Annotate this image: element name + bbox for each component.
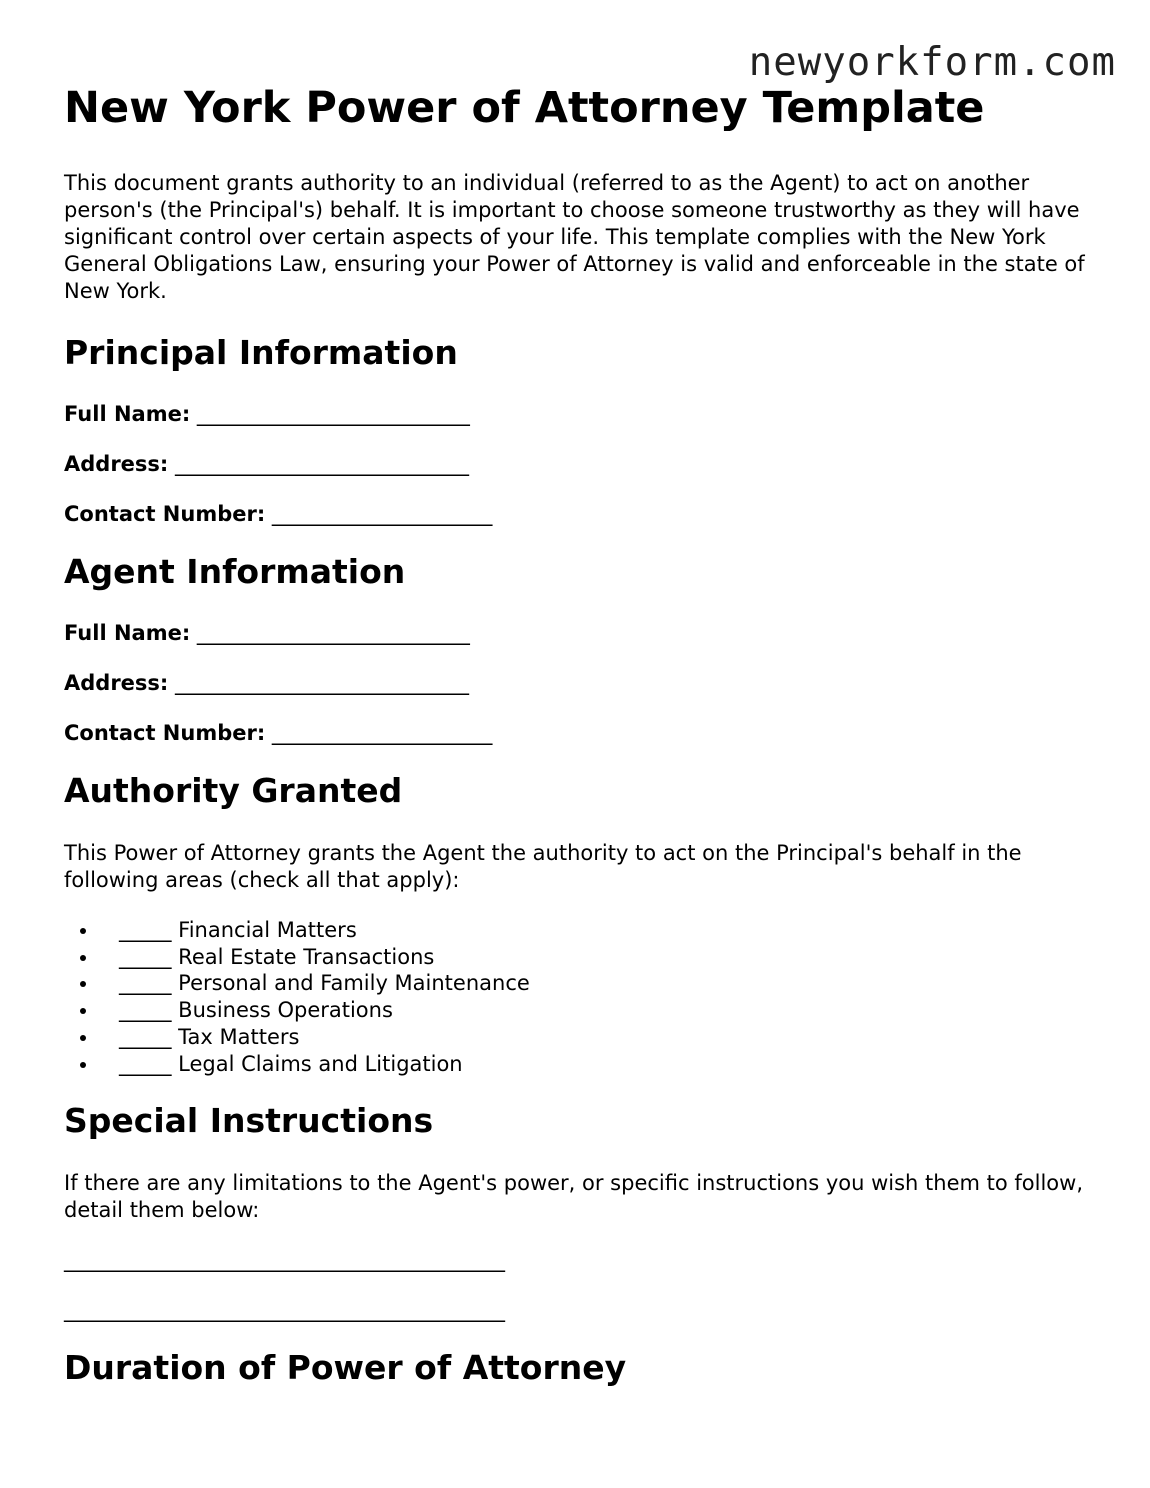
special-paragraph: If there are any limitations to the Agent's power, or specific instructions you wish them to follow, detail them below:	[64, 1171, 1084, 1223]
authority-paragraph: This Power of Attorney grants the Agent the authority to act on the Principal's behalf in the following areas (check all that apply):	[64, 841, 1022, 892]
page-title: New York Power of Attorney Template	[64, 83, 985, 133]
agent-heading: Agent Information	[64, 552, 406, 591]
principal-contact-blank[interactable]: _____________________	[271, 502, 493, 526]
principal-contact-field[interactable]	[64, 501, 1094, 528]
special-instructions-line-2[interactable]: __________________________________________	[64, 1298, 505, 1323]
principal-full-name-label: Full Name:	[64, 402, 191, 426]
agent-contact-label: Contact Number:	[64, 721, 266, 745]
principal-address-field[interactable]	[64, 451, 1094, 478]
authority-item-legal[interactable]: • _____ Legal Claims and Litigation	[99, 1051, 1094, 1078]
agent-contact-field[interactable]	[64, 720, 1094, 747]
duration-heading: Duration of Power of Attorney	[64, 1348, 627, 1388]
principal-address-blank[interactable]: ____________________________	[175, 452, 470, 476]
authority-item-business[interactable]: • _____ Business Operations	[99, 997, 1094, 1024]
special-instructions-line-1[interactable]: __________________________________________	[64, 1248, 505, 1273]
principal-contact-label: Contact Number:	[64, 502, 266, 526]
agent-full-name-label: Full Name:	[64, 621, 191, 645]
principal-address-label: Address:	[64, 452, 169, 476]
site-watermark: newyorkform.com	[748, 40, 1116, 85]
agent-address-field[interactable]	[64, 670, 1094, 697]
agent-full-name-blank[interactable]: __________________________	[196, 621, 470, 645]
authority-item-financial[interactable]: • _____ Financial Matters	[99, 917, 1094, 944]
agent-full-name-field[interactable]	[64, 620, 1094, 647]
agent-contact-blank[interactable]: _____________________	[271, 721, 493, 745]
agent-address-label: Address:	[64, 671, 169, 695]
authority-heading: Authority Granted	[64, 771, 403, 810]
authority-list	[64, 917, 1094, 1077]
principal-full-name-field[interactable]	[64, 401, 1094, 428]
principal-full-name-blank[interactable]: __________________________	[196, 402, 470, 426]
authority-item-real-estate[interactable]: • _____ Real Estate Transactions	[99, 944, 1094, 971]
principal-heading: Principal Information	[64, 333, 458, 372]
document-page	[64, 80, 1094, 1389]
intro-paragraph: This document grants authority to an individual (referred to as the Agent) to act on another person's (the Principal's) behalf. It is important to choose someone trustworthy as they will have significant control over certain aspects of your life. This template complies with the New York General Obligations Law, ensuring your Power of Attorney is valid and enforceable in the state of New York.	[64, 171, 1085, 303]
agent-address-blank[interactable]: ____________________________	[175, 671, 470, 695]
authority-item-tax[interactable]: • _____ Tax Matters	[99, 1024, 1094, 1051]
special-heading: Special Instructions	[64, 1101, 434, 1141]
authority-item-personal-family[interactable]: • _____ Personal and Family Maintenance	[99, 970, 1094, 997]
